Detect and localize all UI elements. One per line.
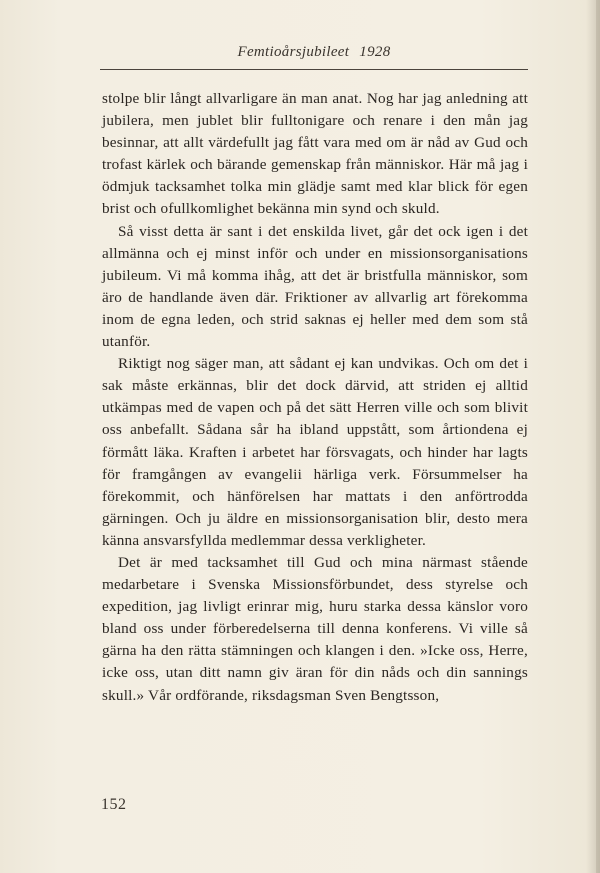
running-year: 1928 <box>359 44 391 60</box>
body-text <box>102 88 528 707</box>
running-head <box>100 44 528 61</box>
running-title: Femtioårsjubileet <box>237 44 350 60</box>
page-edge-shadow <box>586 0 600 873</box>
paragraph-2: Så visst detta är sant i det enskilda livet, går det ock igen i det allmänna och ej minst inför och under en missionsorganisations jubileum. Vi må komma ihåg, att det är bristfulla människor, som äro de handlande även där. Friktioner av allvarlig art förekomma inom de egna leden, och strid saknas ej heller med dem som stå utanför. <box>102 222 528 351</box>
paragraph-4: Det är med tacksamhet till Gud och mina närmast stående medarbetare i Svenska Missionsförbundet, dess styrelse och expedition, jag livligt erinrar mig, huru starka dessa känslor voro bland oss under förberedelserna till denna konferens. Vi ville så gärna ha den rätta stämningen och klangen i den. »Icke oss, Herre, icke oss, utan ditt namn giv äran för din nåds och din sannings skull.» Vår ordförande, riksdagsman Sven Bengtsson, <box>102 553 528 704</box>
paragraph-3: Riktigt nog säger man, att sådant ej kan undvikas. Och om det i sak måste erkännas, blir det dock därvid, att striden ej alltid utkämpas med de vapen och på det sätt Herren ville och som blivit oss anbefallt. Sådana sår ha ibland uppstått, som årtiondena ej förmått läka. Kraften i arbetet har försvagats, och hinder har lagts för framgången av evangelii härliga verk. Försummelser ha förekommit, och hänförelsen har mattats i den anförtrodda gärningen. Och ju äldre en missionsorganisation blir, desto mera känna ansvarsfyllda medlemmar dessa verkligheter. <box>102 355 528 549</box>
header-rule <box>100 69 528 70</box>
page-number: 152 <box>101 796 127 813</box>
paragraph-1: stolpe blir långt allvarligare än man anat. Nog har jag anledning att jubilera, men jublet blir fulltonigare och renare i den mån jag besinnar, att allt värdefullt jag fått vara med om är nåd av Gud och trofast kärlek och bärande gemenskap från människor. Här må jag i ödmjuk tacksamhet tolka min glädje samt med klar blick för egen brist och ofullkomlighet bekänna min synd och skuld. <box>102 90 528 218</box>
